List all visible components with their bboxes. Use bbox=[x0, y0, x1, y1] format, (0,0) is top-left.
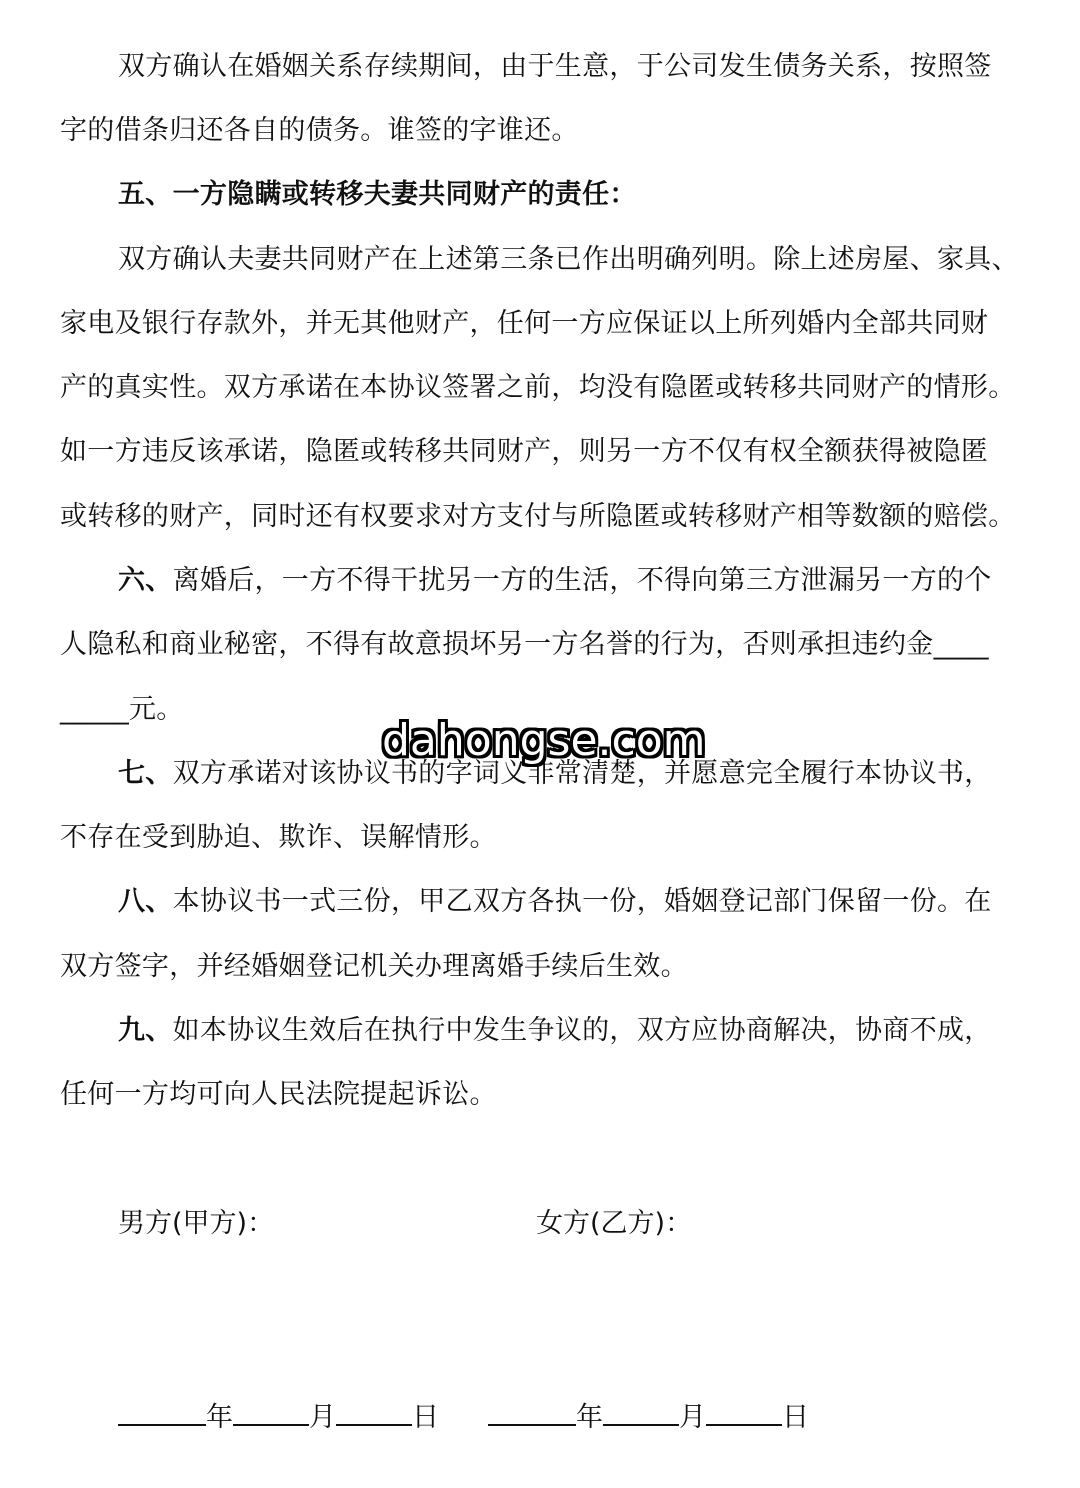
day-blank bbox=[706, 1398, 782, 1426]
section-number-8: 八、 bbox=[118, 886, 173, 917]
paragraph-line: 双方确认在婚姻关系存续期间，由于生意，于公司发生债务关系，按照签 bbox=[118, 51, 992, 82]
paragraph-line bbox=[118, 561, 1050, 601]
month-blank bbox=[233, 1398, 309, 1426]
section-text: 双方承诺对该协议书的字词义非常清楚，并愿意完全履行本协议书， bbox=[172, 758, 992, 789]
male-date-line bbox=[118, 1398, 439, 1438]
section-text: 如本协议生效后在执行中发生争议的，双方应协商解决，协商不成， bbox=[172, 1015, 992, 1046]
paragraph-line: 双方确认夫妻共同财产在上述第三条已作出明确列明。除上述房屋、家具、 bbox=[118, 244, 1019, 275]
paragraph-line: 产的真实性。双方承诺在本协议签署之前，均没有隐匿或转移共同财产的情形。 bbox=[60, 372, 1016, 403]
section-number-6: 六、 bbox=[118, 565, 173, 596]
month-label: 月 bbox=[309, 1402, 336, 1433]
paragraph-line: 字的借条归还各自的债务。谁签的字谁还。 bbox=[60, 115, 579, 146]
paragraph-line: 任何一方均可向人民法院提起诉讼。 bbox=[60, 1079, 497, 1110]
year-label: 年 bbox=[576, 1402, 603, 1433]
day-label: 日 bbox=[412, 1402, 439, 1433]
male-signature-label: 男方(甲方)： bbox=[118, 1208, 275, 1239]
section-number-7: 七、 bbox=[118, 758, 173, 789]
section-number-9: 九、 bbox=[118, 1015, 173, 1046]
paragraph-line: 不存在受到胁迫、欺诈、误解情形。 bbox=[60, 822, 497, 853]
paragraph-line: 或转移的财产，同时还有权要求对方支付与所隐匿或转移财产相等数额的赔偿。 bbox=[60, 501, 1016, 532]
month-blank bbox=[603, 1398, 679, 1426]
paragraph-line bbox=[118, 1011, 1050, 1051]
section-heading-5: 五、一方隐瞒或转移夫妻共同财产的责任： bbox=[118, 179, 637, 210]
year-blank bbox=[488, 1398, 576, 1426]
paragraph-line: _____元。 bbox=[60, 694, 184, 725]
paragraph-line: 双方签字，并经婚姻登记机关办理离婚手续后生效。 bbox=[60, 951, 688, 982]
paragraph-line: 家电及银行存款外，并无其他财产，任何一方应保证以上所列婚内全部共同财 bbox=[60, 308, 989, 339]
section-text: 离婚后，一方不得干扰另一方的生活，不得向第三方泄漏另一方的个 bbox=[172, 565, 992, 596]
year-blank bbox=[118, 1398, 206, 1426]
paragraph-line: 人隐私和商业秘密，不得有故意损坏另一方名誉的行为，否则承担违约金____ bbox=[60, 629, 989, 660]
month-label: 月 bbox=[679, 1402, 706, 1433]
day-blank bbox=[336, 1398, 412, 1426]
day-label: 日 bbox=[782, 1402, 809, 1433]
female-signature-label: 女方(乙方)： bbox=[536, 1208, 693, 1239]
section-text: 本协议书一式三份，甲乙双方各执一份，婚姻登记部门保留一份。在 bbox=[172, 886, 992, 917]
watermark: dahongse.com bbox=[382, 715, 706, 766]
paragraph-line bbox=[118, 882, 1050, 922]
female-date-line bbox=[488, 1398, 809, 1438]
paragraph-line: 如一方违反该承诺，隐匿或转移共同财产，则另一方不仅有权全额获得被隐匿 bbox=[60, 436, 989, 467]
year-label: 年 bbox=[206, 1402, 233, 1433]
